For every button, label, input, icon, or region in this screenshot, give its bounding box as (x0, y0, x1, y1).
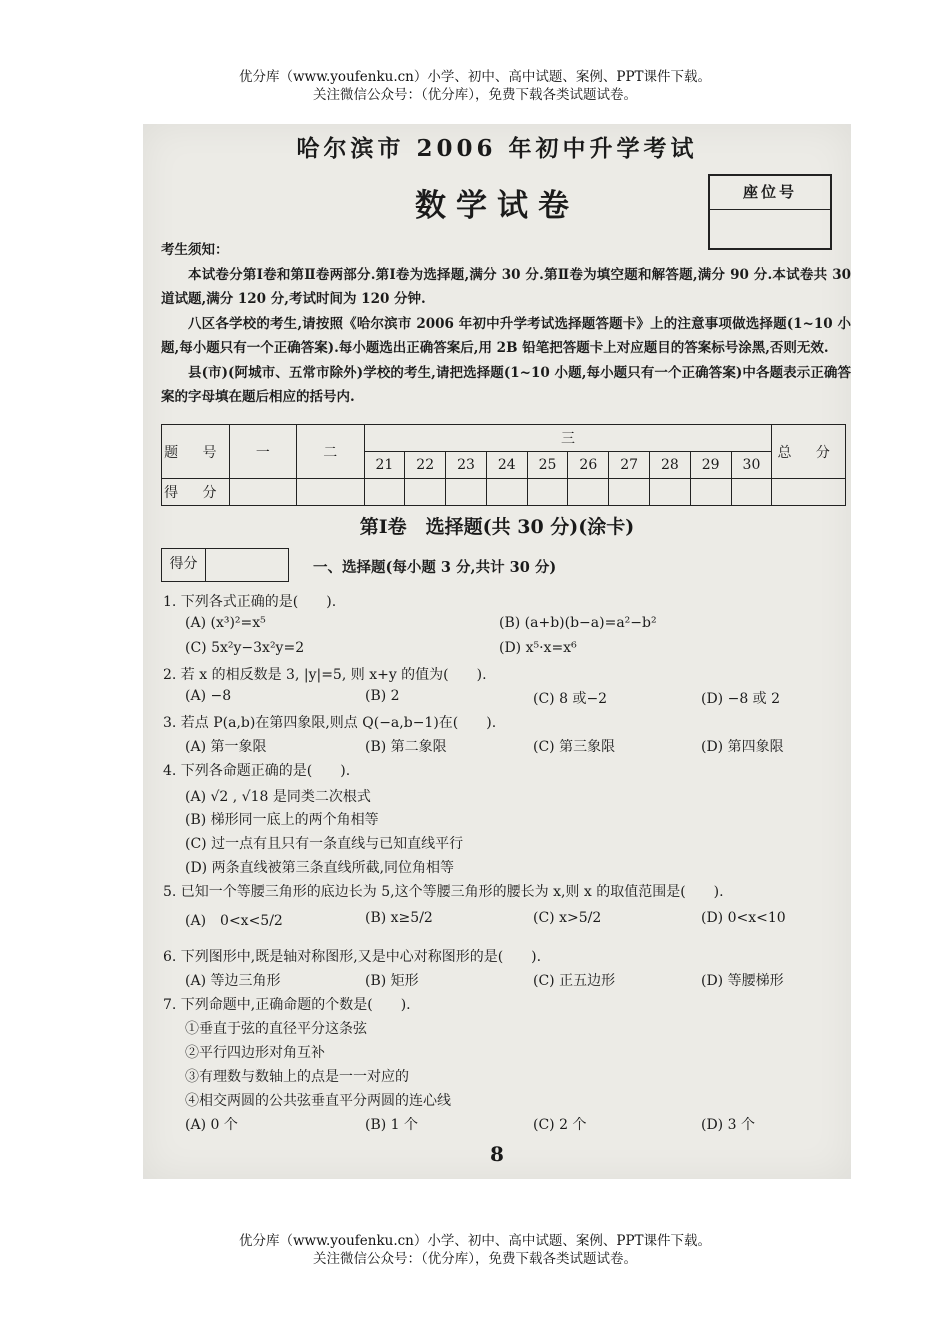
option-b: (B) 矩形 (365, 973, 419, 989)
exam-instructions (161, 238, 851, 410)
question-number-cell: 23 (446, 452, 487, 479)
option-c: (C) 2 个 (533, 1117, 587, 1133)
question-stem: 6. 下列图形中,既是轴对称图形,又是中心对称图形的是( ). (163, 949, 542, 965)
option-c: (C) 正五边形 (533, 973, 616, 989)
question-stem: 7. 下列命题中,正确命题的个数是( ). (163, 997, 411, 1013)
option-b: (B) 第二象限 (365, 739, 447, 755)
score-box-label: 得分 (162, 549, 206, 581)
option-d: (D) −8 或 2 (701, 691, 781, 707)
option-c: (C) 8 或−2 (533, 691, 608, 707)
question-number-cell: 25 (527, 452, 568, 479)
section-two-header: 二 (297, 425, 364, 479)
option-c: (C) 过一点有且只有一条直线与已知直线平行 (185, 836, 464, 852)
statement: ①垂直于弦的直径平分这条弦 (185, 1021, 367, 1037)
question-number-cell: 26 (568, 452, 609, 479)
option-d: (D) 0<x<10 (701, 910, 786, 926)
instruction-paragraph: 县(市)(阿城市、五常市除外)学校的考生,请把选择题(1~10 小题,每小题只有一个正确答案)中各题表示正确答案的字母填在题后相应的括号内. (161, 364, 851, 405)
statement: ③有理数与数轴上的点是一一对应的 (185, 1069, 409, 1085)
question-number-label: 题 号 (162, 425, 230, 479)
option-d: (D) x⁵·x=x⁶ (499, 640, 577, 656)
footer-line-1: 优分库（www.youfenku.cn）小学、初中、高中试题、案例、PPT课件下载。 (238, 1233, 712, 1249)
option-d: (D) 3 个 (701, 1117, 755, 1133)
option-c: (C) 5x²y−3x²y=2 (185, 640, 305, 656)
question-stem: 4. 下列各命题正确的是( ). (163, 763, 351, 779)
option-b: (B) (a+b)(b−a)=a²−b² (499, 615, 657, 631)
question-stem: 2. 若 x 的相反数是 3, |y|=5, 则 x+y 的值为( ). (163, 667, 487, 683)
score-cell (364, 479, 405, 506)
question-stem: 1. 下列各式正确的是( ). (163, 594, 337, 610)
section-one-header: 一 (229, 425, 296, 479)
question-stem: 5. 已知一个等腰三角形的底边长为 5,这个等腰三角形的腰长为 x,则 x 的取值范围是( ). (163, 884, 724, 900)
statement: ④相交两圆的公共弦垂直平分两圆的连心线 (185, 1093, 451, 1109)
instruction-paragraph: 八区各学校的考生,请按照《哈尔滨市 2006 年初中升学考试选择题答题卡》上的注意事项做选择题(1~10 小题,每小题只有一个正确答案).每小题选出正确答案后,用 2B 铅笔把答题卡上对应题目的答案标号涂黑,否则无效. (161, 315, 851, 356)
score-cell (446, 479, 487, 506)
question-number-cell: 21 (364, 452, 405, 479)
total-score-header: 总 分 (772, 425, 846, 479)
question-number-cell: 30 (731, 452, 772, 479)
instructions-heading: 考生须知： (161, 242, 229, 258)
score-cell (527, 479, 568, 506)
scanned-exam-page (143, 124, 851, 1179)
instruction-paragraph: 本试卷分第Ⅰ卷和第Ⅱ卷两部分.第Ⅰ卷为选择题,满分 30 分.第Ⅱ卷为填空题和解答题,满分 90 分.本试卷共 30 道试题,满分 120 分,考试时间为 120 分钟. (161, 266, 851, 307)
option-d: (D) 等腰梯形 (701, 973, 784, 989)
score-cell (486, 479, 527, 506)
score-table (161, 424, 846, 506)
score-cell (690, 479, 731, 506)
score-cell (297, 479, 364, 506)
score-cell (772, 479, 846, 506)
page-footer (0, 1232, 950, 1268)
option-c: (C) 第三象限 (533, 739, 616, 755)
statement: ②平行四边形对角互补 (185, 1045, 325, 1061)
question-number-cell: 29 (690, 452, 731, 479)
section-score-box (161, 548, 289, 582)
option-a: (A) √2 , √18 是同类二次根式 (185, 789, 371, 805)
option-d: (D) 第四象限 (701, 739, 784, 755)
option-b: (B) x≥5/2 (365, 910, 433, 926)
header-line-1: 优分库（www.youfenku.cn）小学、初中、高中试题、案例、PPT课件下载。 (238, 69, 712, 85)
subject-title: 数学试卷 (415, 188, 579, 224)
section-heading: 一、选择题(每小题 3 分,共计 30 分) (313, 559, 557, 576)
score-cell (731, 479, 772, 506)
score-cell (405, 479, 446, 506)
question-number-cell: 22 (405, 452, 446, 479)
option-a: (A) 第一象限 (185, 739, 267, 755)
exam-title: 哈尔滨市 2006 年初中升学考试 (296, 135, 698, 162)
option-d: (D) 两条直线被第三条直线所截,同位角相等 (185, 860, 455, 876)
option-a: (A) 0 个 (185, 1117, 238, 1133)
question-number-cell: 27 (609, 452, 650, 479)
option-c: (C) x>5/2 (533, 910, 602, 926)
option-b: (B) 梯形同一底上的两个角相等 (185, 812, 379, 828)
option-a: (A) 0<x<5/2 (185, 913, 283, 929)
score-row-label: 得 分 (162, 479, 230, 506)
page-header (0, 68, 950, 104)
part-one-title: 第Ⅰ卷 选择题(共 30 分)(涂卡) (359, 516, 635, 538)
question-stem: 3. 若点 P(a,b)在第四象限,则点 Q(−a,b−1)在( ). (163, 715, 497, 731)
score-cell (609, 479, 650, 506)
question-number-cell: 24 (486, 452, 527, 479)
option-b: (B) 2 (365, 688, 400, 704)
score-cell (568, 479, 609, 506)
seat-number-label: 座位号 (710, 176, 830, 210)
footer-line-2: 关注微信公众号：（优分库），免费下载各类试题试卷。 (313, 1251, 637, 1267)
header-line-2: 关注微信公众号：（优分库），免费下载各类试题试卷。 (313, 87, 637, 103)
score-cell (650, 479, 691, 506)
section-three-header: 三 (364, 425, 772, 452)
option-a: (A) 等边三角形 (185, 973, 281, 989)
page-number: 8 (490, 1142, 504, 1166)
option-a: (A) −8 (185, 688, 232, 704)
question-number-cell: 28 (650, 452, 691, 479)
score-cell (229, 479, 296, 506)
option-a: (A) (x³)²=x⁵ (185, 615, 266, 631)
option-b: (B) 1 个 (365, 1117, 419, 1133)
